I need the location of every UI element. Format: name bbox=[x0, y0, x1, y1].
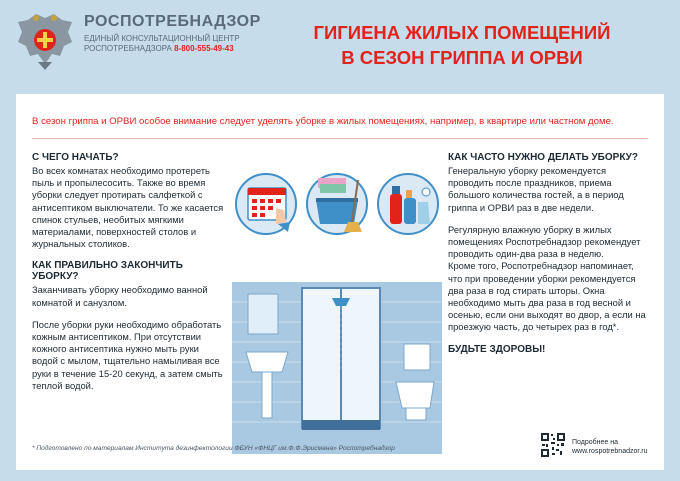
right-column bbox=[448, 152, 648, 355]
content-card bbox=[16, 94, 664, 470]
text-start: Во всех комнатах необходимо протереть пыль и пропылесосить. Также во время уборки следует протирать салфеткой с антисептиком выключатели. То же касается спинок стульев, необитых мягкими материалами, поверхностей столов и журнальных столиков. bbox=[32, 165, 224, 250]
text-hands: После уборки руки необходимо обработать кожным антисептиком. При отсутствии кожного антисептика нужно мыть руки водой с мылом, тщательно намыливая все руки в течение 15-20 секунд, а затем смыть теплой водой. bbox=[32, 318, 223, 391]
divider bbox=[32, 138, 648, 139]
intro-text: В сезон гриппа и ОРВИ особое внимание следует уделять уборке в жилых помещениях, например, в квартире или частном доме. bbox=[32, 116, 614, 127]
org-subtitle bbox=[84, 34, 261, 54]
text-finish: Заканчивать уборку необходимо ванной комнатой и санузлом. bbox=[32, 284, 208, 308]
illustration bbox=[232, 172, 442, 454]
header bbox=[0, 0, 680, 90]
closing-text: БУДЬТЕ ЗДОРОВЫ! bbox=[448, 343, 546, 355]
text-regular: Регулярную влажную уборку в жилых помещениях Роспотребнадзор рекомендует проводить один-два раза в неделю. bbox=[448, 223, 641, 260]
text-general: Генеральную уборку рекомендуется проводить после праздников, приема большого количества гостей, а в период гриппа и ОРВИ раз в две недели. bbox=[448, 165, 624, 213]
left-column bbox=[32, 152, 227, 392]
cleaning-bucket-icon bbox=[307, 174, 367, 234]
title-line1: ГИГИЕНА ЖИЛЫХ ПОМЕЩЕНИЙ bbox=[313, 22, 611, 43]
detergent-bottles-icon bbox=[378, 174, 438, 234]
emblem-icon bbox=[14, 12, 76, 72]
org-line1: ЕДИНЫЙ КОНСУЛЬТАЦИОННЫЙ ЦЕНТР bbox=[84, 34, 240, 43]
calendar-icon bbox=[236, 174, 296, 234]
org-phone: 8-800-555-49-43 bbox=[174, 44, 234, 53]
heading-finish: КАК ПРАВИЛЬНО ЗАКОНЧИТЬ УБОРКУ? bbox=[32, 260, 183, 283]
footnote: * Подготовлено по материалам Института дезинфектологии ФБУН «ФНЦГ им.Ф.Ф.Эрисмана» Роспотребнадзор bbox=[32, 445, 395, 452]
bathroom-illustration bbox=[232, 282, 442, 454]
org-name: РОСПОТРЕБНАДЗОР bbox=[84, 13, 261, 30]
org-line2: РОСПОТРЕБНАДЗОРА bbox=[84, 44, 172, 53]
org-block bbox=[84, 13, 261, 54]
more-label: Подробнее на bbox=[572, 439, 619, 446]
heading-frequency: КАК ЧАСТО НУЖНО ДЕЛАТЬ УБОРКУ? bbox=[448, 152, 638, 163]
qr-code bbox=[540, 432, 566, 458]
website-link[interactable]: www.rospotrebnadzor.ru bbox=[572, 448, 648, 455]
text-curtains: Кроме того, Роспотребнадзор напоминает, что при проведении уборки рекомендуется два раза в год стирать шторы. Окна необходимо мыть два раза в год весной и осенью, если они выходят во двор, а если на проезжую часть, до четырех раз в год*. bbox=[448, 260, 646, 333]
more-info bbox=[572, 438, 647, 456]
page-title bbox=[262, 20, 662, 70]
title-line2: В СЕЗОН ГРИППА И ОРВИ bbox=[341, 47, 583, 68]
heading-start: С ЧЕГО НАЧАТЬ? bbox=[32, 152, 119, 163]
